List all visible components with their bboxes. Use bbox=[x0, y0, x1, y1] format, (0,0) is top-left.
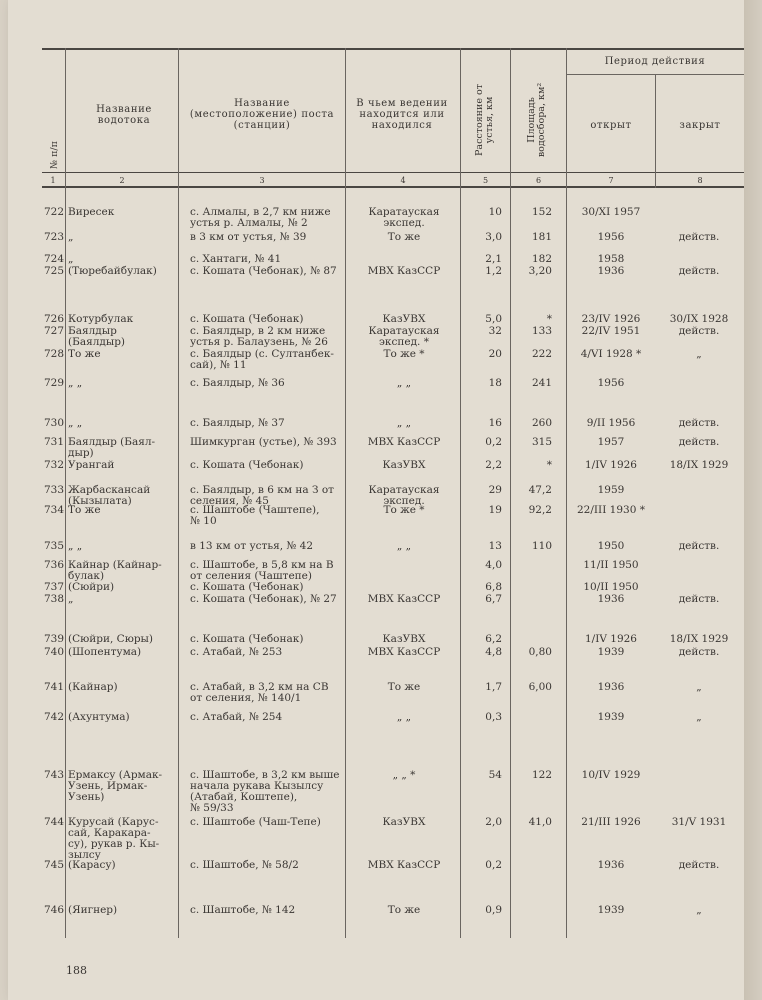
row-opened: 4/VI 1928 * bbox=[580, 348, 642, 360]
row-distance: 4,0 bbox=[485, 559, 502, 571]
row-opened: 1939 bbox=[597, 711, 625, 723]
row-distance: 2,1 bbox=[485, 253, 502, 265]
row-closed: действ. bbox=[678, 859, 720, 871]
row-location: с. Алмалы, в 2,7 км ниже устья р. Алмалы, № 2 bbox=[190, 206, 331, 229]
row-location: с. Кошата (Чебонак), № 27 bbox=[190, 593, 337, 605]
row-distance: 6,2 bbox=[485, 633, 502, 645]
row-watercourse: (Сюйри, Сюры) bbox=[68, 633, 154, 645]
col-divider-2 bbox=[178, 48, 179, 188]
header-bottom-rule bbox=[42, 172, 744, 173]
page-number: 188 bbox=[66, 964, 87, 977]
row-opened: 1939 bbox=[597, 646, 625, 658]
row-distance: 10 bbox=[488, 206, 502, 218]
row-agency: То же * bbox=[383, 348, 425, 360]
col-divider-5 bbox=[510, 48, 511, 188]
row-agency: „ „ bbox=[396, 417, 412, 429]
row-area: 0,80 bbox=[528, 646, 552, 658]
row-opened: 10/II 1950 bbox=[583, 581, 639, 593]
row-closed: 31/V 1931 bbox=[671, 816, 727, 828]
row-closed: 30/IX 1928 bbox=[669, 313, 729, 325]
row-opened: 1/IV 1926 bbox=[584, 459, 637, 471]
row-location: с. Баялдыр (с. Султанбек- сай), № 11 bbox=[190, 348, 334, 371]
row-distance: 19 bbox=[488, 504, 502, 516]
row-area: 41,0 bbox=[528, 816, 552, 828]
row-index: 726 bbox=[43, 313, 64, 325]
col-divider-7 bbox=[655, 75, 656, 188]
row-opened: 9/II 1956 bbox=[586, 417, 636, 429]
row-area: 133 bbox=[531, 325, 552, 337]
row-distance: 1,2 bbox=[485, 265, 502, 277]
row-opened: 30/XI 1957 bbox=[581, 206, 641, 218]
row-area: 152 bbox=[531, 206, 552, 218]
row-agency: То же bbox=[387, 904, 421, 916]
row-opened: 11/II 1950 bbox=[583, 559, 639, 571]
row-agency: МВХ КазССР bbox=[367, 646, 441, 658]
header-period: Период действия bbox=[604, 56, 706, 67]
row-agency: МВХ КазССР bbox=[367, 436, 441, 448]
row-index: 725 bbox=[43, 265, 64, 277]
row-location: с. Атабай, в 3,2 км на СВ от селения, № 140/1 bbox=[190, 681, 329, 704]
row-area: * bbox=[546, 313, 552, 325]
row-location: с. Кошата (Чебонак) bbox=[190, 633, 304, 645]
header-name: Название водотока bbox=[96, 104, 152, 126]
col-divider-4 bbox=[460, 48, 461, 188]
row-location: с. Хантаги, № 41 bbox=[190, 253, 282, 265]
row-distance: 0,9 bbox=[485, 904, 502, 916]
body-divider-2 bbox=[178, 188, 179, 938]
row-location: с. Кошата (Чебонак) bbox=[190, 459, 304, 471]
row-index: 740 bbox=[43, 646, 64, 658]
row-agency: КазУВХ bbox=[382, 633, 426, 645]
row-agency: „ „ bbox=[396, 711, 412, 723]
row-watercourse: То же bbox=[68, 348, 101, 360]
colnum-3: 3 bbox=[259, 176, 265, 185]
row-location: с. Кошата (Чебонак) bbox=[190, 581, 304, 593]
col-divider-1 bbox=[65, 48, 66, 188]
col-divider-6 bbox=[566, 48, 567, 188]
header-location: Название (местоположение) поста (станции) bbox=[189, 98, 335, 131]
row-opened: 10/IV 1929 bbox=[581, 769, 641, 781]
row-opened: 1936 bbox=[597, 265, 625, 277]
row-area: 181 bbox=[531, 231, 552, 243]
row-index: 734 bbox=[43, 504, 64, 516]
row-location: в 13 км от устья, № 42 bbox=[190, 540, 314, 552]
row-index: 738 bbox=[43, 593, 64, 605]
numbers-bottom-rule bbox=[42, 186, 744, 188]
row-location: с. Баялдыр, в 6 км на З от селения, № 45 bbox=[190, 484, 334, 507]
row-agency: Каратауская экспед. bbox=[368, 484, 440, 507]
body-divider-1 bbox=[65, 188, 66, 938]
row-area: * bbox=[546, 459, 552, 471]
row-agency: КазУВХ bbox=[382, 459, 426, 471]
row-agency: „ „ bbox=[396, 540, 412, 552]
row-location: с. Шаштобе, № 142 bbox=[190, 904, 296, 916]
row-opened: 1959 bbox=[597, 484, 625, 496]
row-distance: 2,2 bbox=[485, 459, 502, 471]
row-location: с. Шаштобе, в 3,2 км выше начала рукава Кызылсу (Атабай, Коштепе), № 59/33 bbox=[190, 769, 340, 814]
row-location: Шимкурган (устье), № 393 bbox=[190, 436, 337, 448]
row-watercourse: (Ахунтума) bbox=[68, 711, 130, 723]
row-watercourse: (Тюребайбулак) bbox=[68, 265, 157, 277]
row-index: 727 bbox=[43, 325, 64, 337]
row-watercourse: Урангай bbox=[68, 459, 115, 471]
row-closed: действ. bbox=[678, 646, 720, 658]
row-area: 122 bbox=[531, 769, 552, 781]
row-index: 732 bbox=[43, 459, 64, 471]
colnum-1: 1 bbox=[50, 176, 56, 185]
row-area: 47,2 bbox=[528, 484, 552, 496]
row-opened: 1950 bbox=[597, 540, 625, 552]
row-location: с. Баялдыр, в 2 км ниже устья р. Балаузень, № 26 bbox=[190, 325, 328, 348]
row-watercourse: Котурбулак bbox=[68, 313, 134, 325]
row-watercourse: „ bbox=[68, 231, 74, 243]
row-distance: 0,2 bbox=[485, 436, 502, 448]
row-watercourse: (Шопентума) bbox=[68, 646, 142, 658]
row-opened: 1956 bbox=[597, 231, 625, 243]
row-agency: „ „ * bbox=[392, 769, 416, 781]
row-closed: „ bbox=[696, 681, 702, 693]
row-closed: действ. bbox=[678, 540, 720, 552]
row-index: 741 bbox=[43, 681, 64, 693]
header-distance: Расстояние от устья, км bbox=[474, 84, 495, 156]
row-opened: 1957 bbox=[597, 436, 625, 448]
row-watercourse: Курусай (Карус- сай, Каракара- су), рукав р. Кы- зылсу bbox=[68, 816, 160, 861]
row-location: с. Атабай, № 254 bbox=[190, 711, 283, 723]
row-watercourse: Кайнар (Кайнар- булак) bbox=[68, 559, 162, 582]
colnum-4: 4 bbox=[400, 176, 406, 185]
row-agency: МВХ КазССР bbox=[367, 859, 441, 871]
row-distance: 32 bbox=[488, 325, 502, 337]
body-divider-4 bbox=[460, 188, 461, 938]
header-area: Площадь водосбора, км² bbox=[526, 82, 547, 158]
row-location: с. Баялдыр, № 37 bbox=[190, 417, 285, 429]
row-distance: 5,0 bbox=[485, 313, 502, 325]
row-area: 315 bbox=[531, 436, 552, 448]
row-index: 736 bbox=[43, 559, 64, 571]
body-divider-3 bbox=[345, 188, 346, 938]
header-closed: закрыт bbox=[679, 120, 721, 131]
row-location: с. Кошата (Чебонак), № 87 bbox=[190, 265, 337, 277]
header-agency: В чьем ведении находится или находился bbox=[356, 98, 448, 131]
colnum-8: 8 bbox=[697, 176, 703, 185]
row-agency: То же bbox=[387, 681, 421, 693]
row-opened: 1936 bbox=[597, 681, 625, 693]
row-watercourse: „ bbox=[68, 593, 74, 605]
row-agency: КазУВХ bbox=[382, 313, 426, 325]
row-area: 6,00 bbox=[528, 681, 552, 693]
row-closed: действ. bbox=[678, 593, 720, 605]
row-closed: действ. bbox=[678, 417, 720, 429]
row-index: 722 bbox=[43, 206, 64, 218]
row-agency: КазУВХ bbox=[382, 816, 426, 828]
row-agency: МВХ КазССР bbox=[367, 593, 441, 605]
row-index: 735 bbox=[43, 540, 64, 552]
row-closed: „ bbox=[696, 711, 702, 723]
row-location: в 3 км от устья, № 39 bbox=[190, 231, 307, 243]
body-divider-5 bbox=[510, 188, 511, 938]
row-opened: 21/III 1926 bbox=[581, 816, 641, 828]
row-distance: 1,7 bbox=[485, 681, 502, 693]
row-watercourse: „ „ bbox=[68, 377, 83, 389]
row-watercourse: Баялдыр (Баялдыр) bbox=[68, 325, 126, 348]
row-watercourse: Баялдыр (Баял- дыр) bbox=[68, 436, 156, 459]
row-distance: 54 bbox=[488, 769, 502, 781]
row-closed: 18/IX 1929 bbox=[669, 633, 729, 645]
row-agency: То же bbox=[387, 231, 421, 243]
colnum-7: 7 bbox=[608, 176, 614, 185]
row-area: 110 bbox=[531, 540, 552, 552]
row-location: с. Баялдыр, № 36 bbox=[190, 377, 285, 389]
row-distance: 6,8 bbox=[485, 581, 502, 593]
row-area: 92,2 bbox=[528, 504, 552, 516]
header-opened: открыт bbox=[590, 120, 632, 131]
row-closed: действ. bbox=[678, 325, 720, 337]
row-opened: 23/IV 1926 bbox=[581, 313, 641, 325]
row-watercourse: „ „ bbox=[68, 540, 83, 552]
row-distance: 18 bbox=[488, 377, 502, 389]
header-index: № п/п bbox=[49, 141, 60, 169]
row-closed: действ. bbox=[678, 436, 720, 448]
row-agency: Каратауская экспед. * bbox=[368, 325, 440, 348]
row-opened: 22/IV 1951 bbox=[581, 325, 641, 337]
row-distance: 13 bbox=[488, 540, 502, 552]
row-index: 744 bbox=[43, 816, 64, 828]
row-location: с. Кошата (Чебонак) bbox=[190, 313, 304, 325]
row-closed: действ. bbox=[678, 265, 720, 277]
row-location: с. Атабай, № 253 bbox=[190, 646, 283, 658]
table-top-rule bbox=[42, 48, 744, 50]
row-opened: 1936 bbox=[597, 593, 625, 605]
row-watercourse: (Яигнер) bbox=[68, 904, 118, 916]
row-closed: „ bbox=[696, 348, 702, 360]
row-index: 730 bbox=[43, 417, 64, 429]
row-opened: 1/IV 1926 bbox=[584, 633, 637, 645]
row-location: с. Шаштобе (Чаш-Тепе) bbox=[190, 816, 321, 828]
row-watercourse: (Кайнар) bbox=[68, 681, 118, 693]
row-agency: МВХ КазССР bbox=[367, 265, 441, 277]
row-location: с. Шаштобе, в 5,8 км на В от селения (Чаштепе) bbox=[190, 559, 334, 582]
row-distance: 4,8 bbox=[485, 646, 502, 658]
body-divider-6 bbox=[566, 188, 567, 938]
row-index: 737 bbox=[43, 581, 64, 593]
row-watercourse: (Карасу) bbox=[68, 859, 116, 871]
row-distance: 6,7 bbox=[485, 593, 502, 605]
row-index: 731 bbox=[43, 436, 64, 448]
row-location: с. Шаштобе (Чаштепе), № 10 bbox=[190, 504, 320, 527]
row-index: 724 bbox=[43, 253, 64, 265]
row-distance: 16 bbox=[488, 417, 502, 429]
row-opened: 1958 bbox=[597, 253, 625, 265]
row-index: 743 bbox=[43, 769, 64, 781]
row-closed: „ bbox=[696, 904, 702, 916]
row-index: 745 bbox=[43, 859, 64, 871]
colnum-5: 5 bbox=[482, 176, 489, 185]
row-area: 182 bbox=[531, 253, 552, 265]
row-watercourse: Жарбаскансай (Кызылата) bbox=[68, 484, 151, 507]
row-closed: действ. bbox=[678, 231, 720, 243]
row-opened: 1956 bbox=[597, 377, 625, 389]
row-area: 241 bbox=[531, 377, 552, 389]
row-index: 739 bbox=[43, 633, 64, 645]
row-index: 729 bbox=[43, 377, 64, 389]
row-opened: 1936 bbox=[597, 859, 625, 871]
row-area: 3,20 bbox=[528, 265, 552, 277]
row-agency: Каратауская экспед. bbox=[368, 206, 440, 229]
colnum-6: 6 bbox=[535, 176, 542, 185]
row-location: с. Шаштобе, № 58/2 bbox=[190, 859, 299, 871]
row-watercourse: „ bbox=[68, 253, 74, 265]
row-distance: 29 bbox=[488, 484, 502, 496]
row-index: 746 bbox=[43, 904, 64, 916]
row-watercourse: „ „ bbox=[68, 417, 83, 429]
row-watercourse: Ермаксу (Армак- Узень, Ирмак- Узень) bbox=[68, 769, 163, 803]
row-agency: То же * bbox=[383, 504, 425, 516]
row-opened: 22/III 1930 * bbox=[577, 504, 645, 516]
colnum-2: 2 bbox=[119, 176, 125, 185]
row-closed: 18/IX 1929 bbox=[669, 459, 729, 471]
row-area: 260 bbox=[531, 417, 552, 429]
row-distance: 3,0 bbox=[485, 231, 502, 243]
row-index: 742 bbox=[43, 711, 64, 723]
row-distance: 2,0 bbox=[485, 816, 502, 828]
row-opened: 1939 bbox=[597, 904, 625, 916]
row-distance: 20 bbox=[488, 348, 502, 360]
row-agency: „ „ bbox=[396, 377, 412, 389]
row-index: 728 bbox=[43, 348, 64, 360]
row-area: 222 bbox=[531, 348, 552, 360]
row-watercourse: (Сюйри) bbox=[68, 581, 115, 593]
row-distance: 0,2 bbox=[485, 859, 502, 871]
row-watercourse: Виресек bbox=[68, 206, 115, 218]
row-distance: 0,3 bbox=[485, 711, 502, 723]
row-index: 723 bbox=[43, 231, 64, 243]
row-watercourse: То же bbox=[68, 504, 101, 516]
col-divider-3 bbox=[345, 48, 346, 188]
row-index: 733 bbox=[43, 484, 64, 496]
